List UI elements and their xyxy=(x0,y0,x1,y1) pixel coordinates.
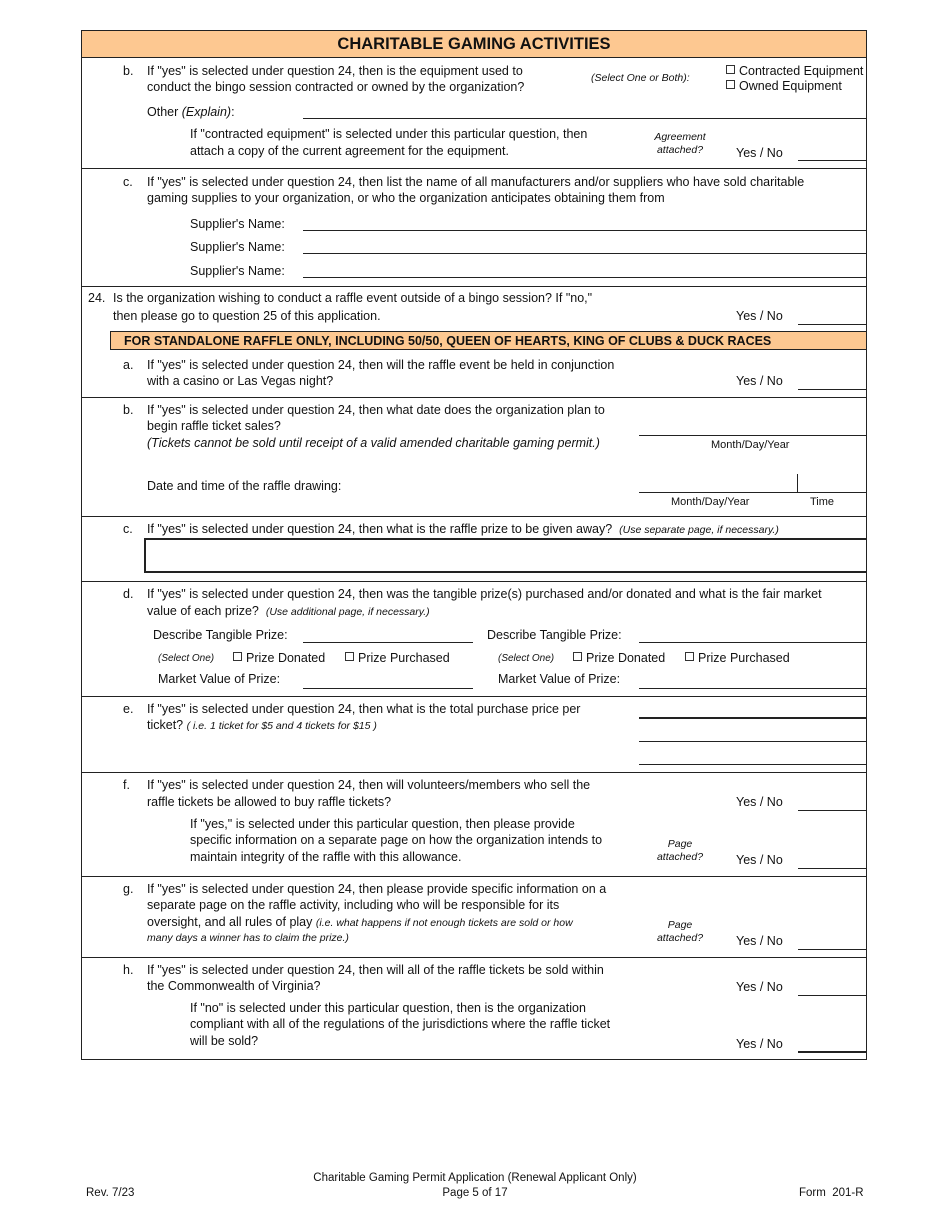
r-f-yes-no-1[interactable]: Yes / No xyxy=(736,795,783,809)
contracted-equipment-label: Contracted Equipment xyxy=(739,64,864,78)
ticket-sales-date-caption: Month/Day/Year xyxy=(711,439,790,451)
r-f-sub-line1: If "yes," is selected under this particular question, then please provide xyxy=(190,817,575,831)
supplier-name-label-1: Supplier's Name: xyxy=(190,217,285,231)
r-a-yes-no[interactable]: Yes / No xyxy=(736,374,783,388)
q24-text-line1: Is the organization wishing to conduct a raffle event outside of a bingo session? If "no," xyxy=(113,291,593,305)
r-b-note: (Tickets cannot be sold until receipt of a valid amended charitable gaming permit.) xyxy=(147,436,600,450)
r-h-yes-no-1[interactable]: Yes / No xyxy=(736,980,783,994)
describe-prize-label-left: Describe Tangible Prize: xyxy=(153,628,288,642)
ticket-price-field-1[interactable] xyxy=(639,717,867,719)
r-e-note: ( i.e. 1 ticket for $5 and 4 tickets for $15 ) xyxy=(186,720,377,732)
q-c-letter: c. xyxy=(123,175,133,189)
r-d-text-line1: If "yes" is selected under question 24, then was the tangible prize(s) purchased and/or donated and what is the fair market xyxy=(147,587,822,601)
q-b-sub-line2: attach a copy of the current agreement for the equipment. xyxy=(190,144,509,158)
divider xyxy=(81,286,867,287)
page-word: Page xyxy=(667,919,693,931)
checkbox-icon xyxy=(233,652,242,661)
describe-prize-field-left[interactable] xyxy=(303,642,473,643)
r-c-letter: c. xyxy=(123,522,133,536)
r-h-answer-field-1[interactable] xyxy=(798,995,867,996)
prize-purchased-checkbox-right[interactable] xyxy=(685,650,790,666)
prize-purchased-label-left: Prize Purchased xyxy=(358,651,450,665)
r-e-text-line2 xyxy=(147,717,377,734)
owned-equipment-checkbox[interactable] xyxy=(726,78,842,94)
r-g-question: oversight, and all rules of play xyxy=(147,915,313,929)
r-h-answer-field-2[interactable] xyxy=(798,1051,867,1053)
agreement-answer-field[interactable] xyxy=(798,160,867,161)
r-c-question: If "yes" is selected under question 24, then what is the raffle prize to be given away? xyxy=(147,522,613,536)
supplier-name-field-1[interactable] xyxy=(303,230,867,231)
q-b-sub-line1: If "contracted equipment" is selected under this particular question, then xyxy=(190,127,588,141)
divider xyxy=(81,516,867,517)
q-b-text-line2: conduct the bingo session contracted or owned by the organization? xyxy=(147,80,525,94)
r-g-letter: g. xyxy=(123,882,134,896)
describe-prize-label-right: Describe Tangible Prize: xyxy=(487,628,622,642)
describe-prize-field-right[interactable] xyxy=(639,642,867,643)
q24-number: 24. xyxy=(88,291,106,305)
r-f-page-attached-label xyxy=(645,838,715,864)
prize-donated-checkbox-left[interactable] xyxy=(233,650,325,666)
r-g-text-line1: If "yes" is selected under question 24, then please provide specific information on a xyxy=(147,882,607,896)
agreement-word: Agreement xyxy=(654,131,706,143)
q-c-text-line1: If "yes" is selected under question 24, then list the name of all manufacturers and/or suppliers who have sold charitable xyxy=(147,175,805,189)
prize-purchased-label-right: Prize Purchased xyxy=(698,651,790,665)
drawing-date-caption: Month/Day/Year xyxy=(671,496,750,508)
drawing-time-caption: Time xyxy=(810,496,835,508)
r-g-answer-field[interactable] xyxy=(798,949,867,950)
divider xyxy=(81,957,867,958)
r-h-text-line1: If "yes" is selected under question 24, then will all of the raffle tickets be sold within xyxy=(147,963,604,977)
checkbox-icon xyxy=(726,65,735,74)
r-h-sub-line3: will be sold? xyxy=(190,1034,259,1048)
contracted-equipment-checkbox[interactable] xyxy=(726,63,863,79)
select-one-left: (Select One) xyxy=(158,653,215,664)
r-d-note: (Use additional page, if necessary.) xyxy=(265,606,430,618)
r-h-sub-line1: If "no" is selected under this particular question, then is the organization xyxy=(190,1001,586,1015)
prize-donated-checkbox-right[interactable] xyxy=(573,650,665,666)
r-g-text-line3 xyxy=(147,914,573,931)
select-one-right: (Select One) xyxy=(498,653,555,664)
footer-page-number: Page 5 of 17 xyxy=(442,1187,508,1199)
market-value-field-left[interactable] xyxy=(303,688,473,689)
r-a-letter: a. xyxy=(123,358,134,372)
divider xyxy=(81,397,867,398)
r-g-text-line2: separate page on the raffle activity, including who will be responsible for its xyxy=(147,898,560,912)
r-b-text-line2: begin raffle ticket sales? xyxy=(147,419,281,433)
market-value-label-right: Market Value of Prize: xyxy=(498,672,621,686)
r-e-question: ticket? xyxy=(147,718,184,732)
raffle-drawing-label: Date and time of the raffle drawing: xyxy=(147,479,342,493)
market-value-field-right[interactable] xyxy=(639,688,867,689)
attached-word: attached? xyxy=(656,851,704,863)
footer-form-number: Form 201-R xyxy=(799,1187,864,1199)
ticket-sales-date-field[interactable] xyxy=(639,435,867,436)
r-g-note-2: many days a winner has to claim the prize.) xyxy=(147,932,349,944)
r-b-letter: b. xyxy=(123,403,134,417)
r-e-letter: e. xyxy=(123,702,134,716)
q24-text-line2: then please go to question 25 of this application. xyxy=(113,309,381,323)
r-c-note: (Use separate page, if necessary.) xyxy=(619,524,779,536)
r-a-text-line1: If "yes" is selected under question 24, then will the raffle event be held in conjunction xyxy=(147,358,615,372)
ticket-price-field-3[interactable] xyxy=(639,764,867,765)
colon: : xyxy=(231,105,235,119)
r-f-text-line1: If "yes" is selected under question 24, then will volunteers/members who sell the xyxy=(147,778,591,792)
r-f-answer-field-1[interactable] xyxy=(798,810,867,811)
r-f-answer-field-2[interactable] xyxy=(798,868,867,869)
r-d-letter: d. xyxy=(123,587,134,601)
attached-word: attached? xyxy=(656,932,704,944)
supplier-name-label-2: Supplier's Name: xyxy=(190,240,285,254)
r-a-answer-field[interactable] xyxy=(798,389,867,390)
r-h-letter: h. xyxy=(123,963,134,977)
page-word: Page xyxy=(667,838,693,850)
r-h-sub-line2: compliant with all of the regulations of the jurisdictions where the raffle ticket xyxy=(190,1017,611,1031)
r-f-letter: f. xyxy=(123,778,130,792)
checkbox-icon xyxy=(573,652,582,661)
raffle-prize-input[interactable] xyxy=(144,538,867,573)
q-b-text-line1: If "yes" is selected under question 24, then is the equipment used to xyxy=(147,64,523,78)
q-b-letter: b. xyxy=(123,64,134,78)
other-label: Other xyxy=(147,105,179,119)
r-c-text xyxy=(147,521,779,538)
r-g-page-attached-label xyxy=(645,919,715,945)
prize-donated-label-left: Prize Donated xyxy=(246,651,326,665)
q-b-select-note: (Select One or Both): xyxy=(591,72,690,84)
divider xyxy=(81,696,867,697)
r-f-sub-line2: specific information on a separate page on how the organization intends to xyxy=(190,833,603,847)
divider xyxy=(81,168,867,169)
footer-title: Charitable Gaming Permit Application (Renewal Applicant Only) xyxy=(313,1172,637,1184)
section-title: CHARITABLE GAMING ACTIVITIES xyxy=(81,30,867,58)
ticket-price-field-2[interactable] xyxy=(639,741,867,742)
checkbox-icon xyxy=(345,652,354,661)
r-d-text-line2 xyxy=(147,603,430,620)
supplier-name-field-3[interactable] xyxy=(303,277,867,278)
checkbox-icon xyxy=(685,652,694,661)
r-f-yes-no-2[interactable]: Yes / No xyxy=(736,853,783,867)
other-explain-label xyxy=(147,104,235,120)
r-f-sub-line3: maintain integrity of the raffle with this allowance. xyxy=(190,850,462,864)
r-g-yes-no[interactable]: Yes / No xyxy=(736,934,783,948)
prize-purchased-checkbox-left[interactable] xyxy=(345,650,450,666)
r-a-text-line2: with a casino or Las Vegas night? xyxy=(147,374,334,388)
q24-yes-no[interactable]: Yes / No xyxy=(736,309,783,323)
attached-word: attached? xyxy=(656,144,704,156)
supplier-name-label-3: Supplier's Name: xyxy=(190,264,285,278)
divider xyxy=(81,581,867,582)
r-g-note-1: (i.e. what happens if not enough tickets are sold or how xyxy=(315,917,573,929)
prize-donated-label-right: Prize Donated xyxy=(586,651,666,665)
divider xyxy=(81,876,867,877)
q-c-text-line2: gaming supplies to your organization, or who the organization anticipates obtaining them from xyxy=(147,191,665,205)
raffle-section-banner: FOR STANDALONE RAFFLE ONLY, INCLUDING 50/50, QUEEN OF HEARTS, KING OF CLUBS & DUCK RACES xyxy=(110,331,867,350)
agreement-yes-no[interactable]: Yes / No xyxy=(736,146,783,160)
r-d-question: value of each prize? xyxy=(147,604,259,618)
r-h-text-line2: the Commonwealth of Virginia? xyxy=(147,979,321,993)
q24-answer-field[interactable] xyxy=(798,324,867,325)
divider xyxy=(81,772,867,773)
checkbox-icon xyxy=(726,80,735,89)
raffle-drawing-field[interactable] xyxy=(639,492,867,493)
r-b-text-line1: If "yes" is selected under question 24, then what date does the organization plan to xyxy=(147,403,605,417)
r-f-text-line2: raffle tickets be allowed to buy raffle tickets? xyxy=(147,795,392,809)
owned-equipment-label: Owned Equipment xyxy=(739,79,842,93)
other-explain-field[interactable] xyxy=(303,118,867,119)
market-value-label-left: Market Value of Prize: xyxy=(158,672,281,686)
date-time-divider xyxy=(797,474,798,492)
footer-revision: Rev. 7/23 xyxy=(86,1187,135,1199)
r-e-text-line1: If "yes" is selected under question 24, then what is the total purchase price per xyxy=(147,702,581,716)
agreement-attached-label xyxy=(645,131,715,157)
r-h-yes-no-2[interactable]: Yes / No xyxy=(736,1037,783,1051)
supplier-name-field-2[interactable] xyxy=(303,253,867,254)
explain-label: (Explain) xyxy=(181,105,232,119)
